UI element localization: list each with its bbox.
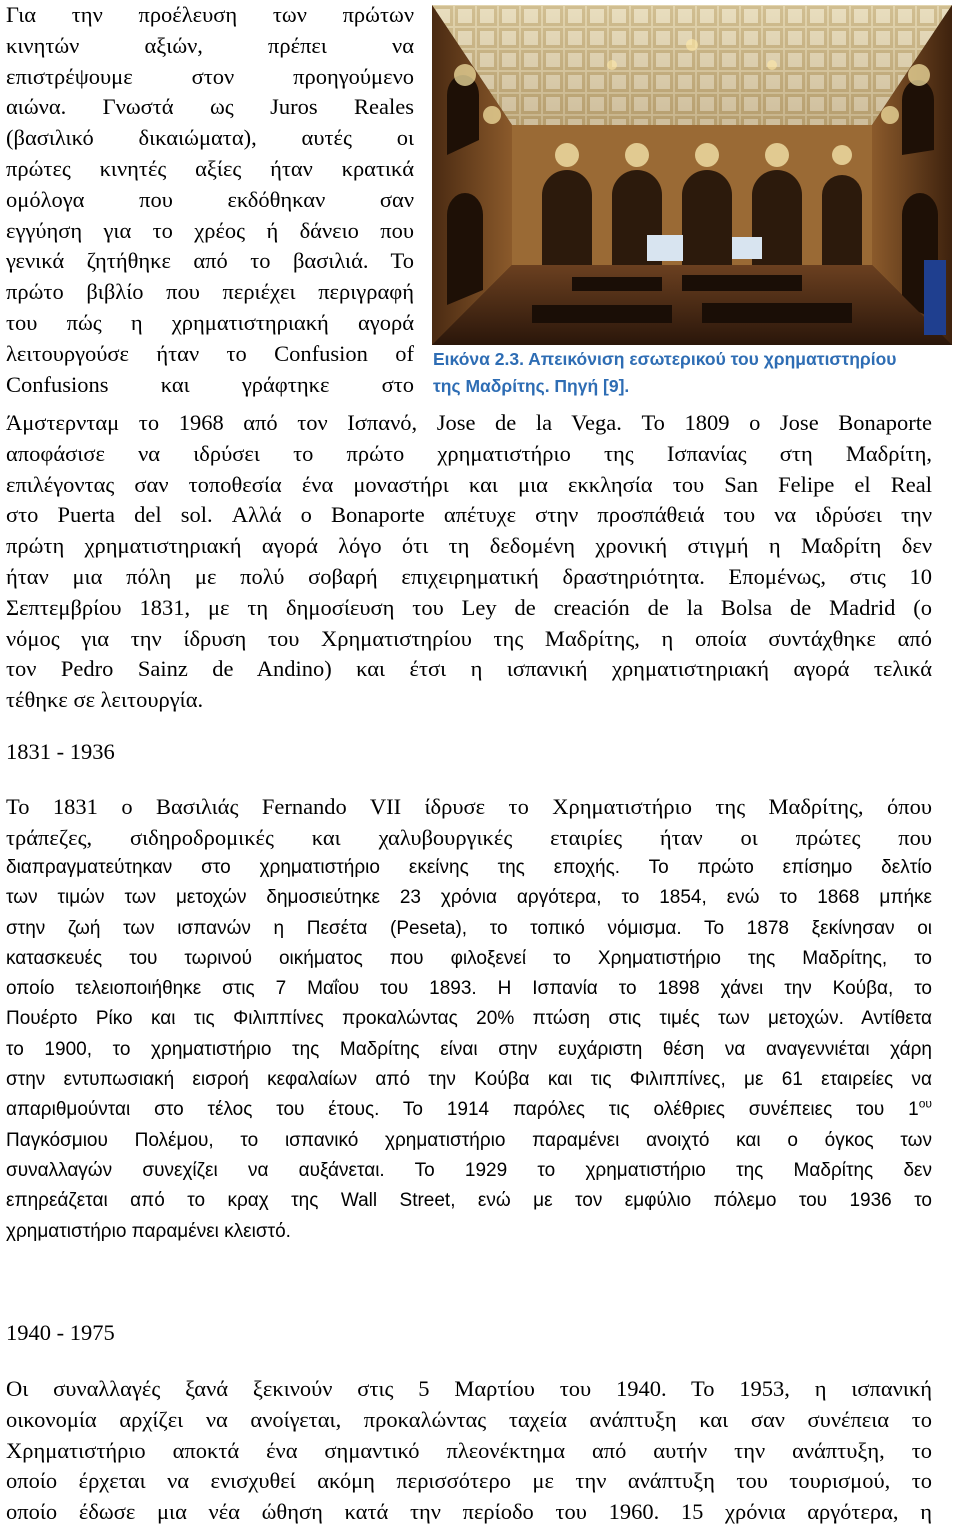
text-line: πρώτη χρηματιστηριακή αγορά λόγο ότι τη δεδομένη χρονική στιγμή η Μαδρίτη δεν — [6, 533, 932, 559]
text-fragment: απαριθμούνται στο τέλος του έτους. Το 1914 παρόλες τις ολέθριες συνέπειες του 1 — [6, 1099, 919, 1121]
text-line: οικονομία αρχίζει να ανοίγεται, προκαλώντας ταχεία ανάπτυξη και σαν συνέπεια το — [6, 1406, 932, 1432]
text-line: ήταν μια πόλη με πολύ σοβαρή επιχειρηματική δραστηριότητα. Επομένως, στις 10 — [6, 563, 932, 589]
text-line: στο Puerta del sol. Αλλά ο Bonaporte απέτυχε στην προσπάθειά του να ιδρύσει την — [6, 502, 932, 528]
text-line: οποίο έδωσε μια νέα ώθηση κατά την περίοδο του 1960. 15 χρόνια αργότερα, η — [6, 1499, 932, 1525]
section-1831-paragraph-sans — [6, 853, 932, 1247]
text-line: επηρεάζεται από το κραχ της Wall Street, ενώ με τον εμφύλιο πόλεμο του 1936 το — [6, 1190, 932, 1212]
stock-exchange-interior-image — [432, 5, 952, 345]
section-1831-paragraph-serif — [6, 792, 932, 854]
text-line: Confusions και γράφτηκε στο — [6, 371, 414, 397]
text-line: διαπραγματεύτηκαν στο χρηματιστήριο εκείνης της εποχής. Το πρώτο επίσημο δελτίο — [6, 857, 932, 878]
text-line: πρώτο βιβλίο που περιέχει περιγραφή — [6, 279, 414, 305]
text-line: πρώτες κινητές αξίες ήταν κρατικά — [6, 155, 414, 181]
intro-paragraph-full — [6, 408, 932, 716]
text-line: οποίο έρχεται να ενισχυθεί ακόμη περισσότερο με την ανάπτυξη του τουρισμού, το — [6, 1468, 932, 1494]
caption-line: Εικόνα 2.3. Απεικόνιση εσωτερικού του χρηματιστηρίου — [433, 349, 897, 369]
text-line: Παγκόσμιου Πολέμου, το ισπανικό χρηματιστήριο παραμένει ανοιχτό και ο όγκος των — [6, 1129, 932, 1151]
text-line: οποίο τελειοποιήθηκε στις 7 Μαΐου του 1893. Η Ισπανία το 1898 χάνει την Κούβα, το — [6, 978, 932, 1000]
text-line: του πώς η χρηματιστηριακή αγορά — [6, 309, 414, 335]
text-line: χρηματιστήριο παραμένει κλειστό. — [6, 1220, 291, 1242]
text-line: αιώνα. Γνωστά ως Juros Reales — [6, 94, 414, 120]
text-line: (βασιλικό δικαιώματα), αυτές οι — [6, 125, 414, 151]
section-heading-1831-1936: 1831 - 1936 — [6, 739, 115, 764]
text-line: Οι συναλλαγές ξανά ξεκινούν στις 5 Μαρτίου του 1940. Το 1953, η ισπανική — [6, 1376, 932, 1401]
text-line: κατασκευές του τωρινού οικήματος που φιλοξενεί το Χρηματιστήριο της Μαδρίτης, το — [6, 947, 932, 969]
text-line: τον Pedro Sainz de Andino) και έτσι η ισπανική χρηματιστηριακή αγορά τελικά — [6, 656, 932, 682]
section-heading-1940-1975: 1940 - 1975 — [6, 1320, 115, 1345]
text-line-with-superscript — [6, 1095, 932, 1125]
text-line: τέθηκε σε λειτουργία. — [6, 687, 204, 713]
superscript-ordinal: ου — [918, 1097, 932, 1112]
intro-paragraph-narrow — [6, 0, 414, 400]
caption-line: της Μαδρίτης. Πηγή [9]. — [433, 376, 630, 396]
text-line: στην εντυπωσιακή εισροή κεφαλαίων από την Κούβα και τις Φιλιππίνες, με 61 εταιρείες να — [6, 1069, 932, 1091]
text-line: επιστρέψουμε στον προηγούμενο — [6, 63, 414, 89]
text-line: το 1900, το χρηματιστήριο της Μαδρίτης είναι στην ευχάριστη θέση να αναγεννιέται χάρη — [6, 1038, 932, 1060]
text-line: αποφάσισε να ιδρύσει το πρώτο χρηματιστήριο της Ισπανίας στη Μαδρίτη, — [6, 440, 932, 466]
text-line: Άμστερνταμ το 1968 από τον Ισπανό, Jose de la Vega. Το 1809 ο Jose Bonaporte — [6, 410, 932, 435]
text-line: εγγύηση για το χρέος ή δάνειο που — [6, 217, 414, 243]
text-line: των τιμών των μετοχών δημοσιεύτηκε 23 χρόνια αργότερα, το 1854, ενώ το 1868 μπήκε — [6, 887, 932, 909]
text-line: γενικά ζητήθηκε από το βασιλιά. Το — [6, 248, 414, 274]
text-line: Το 1831 ο Βασιλιάς Fernando VII ίδρυσε το Χρηματιστήριο της Μαδρίτης, όπου — [6, 794, 932, 819]
text-line: στην ζωή των ισπανών η Πεσέτα (Peseta), το τοπικό νόμισμα. Το 1878 ξεκίνησαν οι — [6, 917, 932, 939]
section-1940-paragraph — [6, 1374, 932, 1528]
text-line: νόμος για την ίδρυση του Χρηματιστηρίου της Μαδρίτης, η οποία συντάχθηκε από — [6, 625, 932, 651]
text-line: ομόλογα που εκδόθηκαν σαν — [6, 186, 414, 212]
text-line: Πουέρτο Ρίκο και τις Φιλιππίνες προκαλώντας 20% πτώση στις τιμές των μετοχών. Αντίθετα — [6, 1008, 932, 1030]
text-line: Χρηματιστήριο αποκτά ένα σημαντικό πλεονέκτημα από αυτήν την ανάπτυξη, το — [6, 1437, 932, 1463]
text-line: συναλλαγών συνεχίζει να αυξάνεται. Το 1929 το χρηματιστήριο της Μαδρίτης δεν — [6, 1159, 932, 1181]
text-line: επιλέγοντας σαν τοποθεσία ένα μοναστήρι και μια εκκλησία του San Felipe el Real — [6, 471, 932, 497]
text-line: Σεπτεμβρίου 1831, με τη δημοσίευση του Ley de creación de la Bolsa de Madrid (ο — [6, 594, 932, 620]
text-line: λειτουργούσε ήταν το Confusion of — [6, 340, 414, 366]
text-line: τράπεζες, σιδηροδρομικές και χαλυβουργικές εταιρίες ήταν οι πρώτες που — [6, 824, 932, 850]
figure-caption — [433, 346, 960, 400]
text-line: Για την προέλευση των πρώτων — [6, 2, 414, 27]
text-line: κινητών αξιών, πρέπει να — [6, 32, 414, 58]
